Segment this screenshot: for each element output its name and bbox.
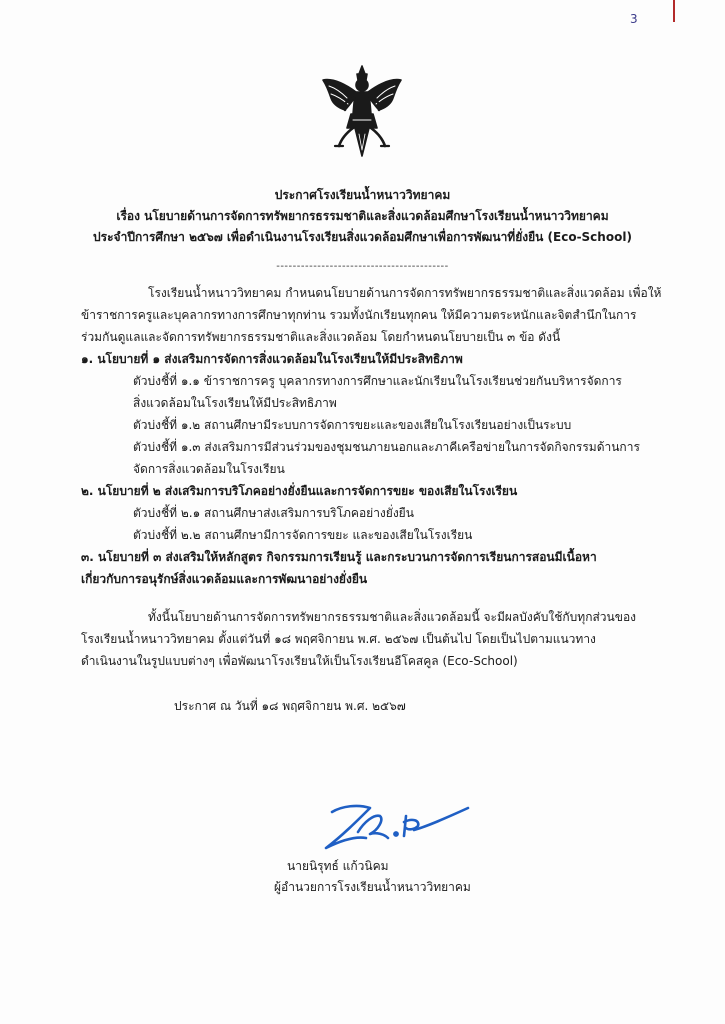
policy-1-indicator-3-cont: จัดการสิ่งแวดล้อมในโรงเรียน: [133, 462, 285, 476]
document-subtitle: ประจำปีการศึกษา ๒๕๖๗ เพื่อดำเนินงานโรงเรียนสิ่งแวดล้อมศึกษาเพื่อการพัฒนาที่ยั่งยืน (Eco-School): [93, 230, 632, 244]
policy-2-indicator-2: ตัวบ่งชี้ที่ ๒.๒ สถานศึกษามีการจัดการขยะ และของเสียในโรงเรียน: [133, 528, 473, 542]
garuda-emblem-icon: [321, 64, 403, 158]
edge-mark: [673, 0, 675, 22]
intro-line-1: โรงเรียนน้ำหนาววิทยาคม กำหนดนโยบายด้านการจัดการทรัพยากรธรรมชาติและสิ่งแวดล้อม เพื่อให้: [148, 286, 662, 300]
policy-1-indicator-1: ตัวบ่งชี้ที่ ๑.๑ ข้าราชการครู บุคลากรทางการศึกษาและนักเรียนในโรงเรียนช่วยกันบริหารจัดการ: [133, 374, 622, 388]
policy-1-indicator-2: ตัวบ่งชี้ที่ ๑.๒ สถานศึกษามีระบบการจัดการขยะและของเสียในโรงเรียนอย่างเป็นระบบ: [133, 418, 572, 432]
signer-name: นายนิรุทธ์ แก้วนิคม: [287, 859, 389, 873]
policy-1-indicator-1-cont: สิ่งแวดล้อมในโรงเรียนให้มีประสิทธิภาพ: [133, 396, 337, 410]
handwritten-signature-icon: [318, 792, 478, 856]
document-title: ประกาศโรงเรียนน้ำหนาววิทยาคม: [274, 188, 451, 202]
document-subject: เรื่อง นโยบายด้านการจัดการทรัพยากรธรรมชาติและสิ่งแวดล้อมศึกษาโรงเรียนน้ำหนาววิทยาคม: [116, 209, 609, 223]
policy-3-heading: ๓. นโยบายที่ ๓ ส่งเสริมให้หลักสูตร กิจกรรมการเรียนรู้ และกระบวนการจัดการเรียนการสอนมีเนื้อหา: [81, 550, 597, 564]
separator-line: ------------------------------------------: [276, 261, 449, 272]
page-corner-mark: 3: [630, 12, 638, 26]
closing-line-1: ทั้งนี้นโยบายด้านการจัดการทรัพยากรธรรมชาติและสิ่งแวดล้อมนี้ จะมีผลบังคับใช้กับทุกส่วนของ: [148, 610, 637, 624]
intro-line-2: ข้าราชการครูและบุคลากรทางการศึกษาทุกท่าน รวมทั้งนักเรียนทุกคน ให้มีความตระหนักและจิตสำนึกในการ: [81, 308, 637, 322]
policy-3-heading-cont: เกี่ยวกับการอนุรักษ์สิ่งแวดล้อมและการพัฒนาอย่างยั่งยืน: [81, 572, 368, 586]
policy-2-indicator-1: ตัวบ่งชี้ที่ ๒.๑ สถานศึกษาส่งเสริมการบริโภคอย่างยั่งยืน: [133, 506, 414, 520]
intro-line-3: ร่วมกันดูแลและจัดการทรัพยากรธรรมชาติและสิ่งแวดล้อม โดยกำหนดนโยบายเป็น ๓ ข้อ ดังนี้: [81, 330, 561, 344]
announce-date: ประกาศ ณ วันที่ ๑๘ พฤศจิกายน พ.ศ. ๒๕๖๗: [174, 699, 406, 713]
signer-position: ผู้อำนวยการโรงเรียนน้ำหนาววิทยาคม: [274, 880, 471, 894]
policy-2-heading: ๒. นโยบายที่ ๒ ส่งเสริมการบริโภคอย่างยั่งยืนและการจัดการขยะ ของเสียในโรงเรียน: [81, 484, 518, 498]
policy-1-heading: ๑. นโยบายที่ ๑ ส่งเสริมการจัดการสิ่งแวดล้อมในโรงเรียนให้มีประสิทธิภาพ: [81, 352, 463, 366]
policy-1-indicator-3: ตัวบ่งชี้ที่ ๑.๓ ส่งเสริมการมีส่วนร่วมของชุมชนภายนอกและภาคีเครือข่ายในการจัดกิจกรรมด้านการ: [133, 440, 640, 454]
closing-line-3: ดำเนินงานในรูปแบบต่างๆ เพื่อพัฒนาโรงเรียนให้เป็นโรงเรียนอีโคสคูล (Eco-School): [81, 654, 518, 668]
closing-line-2: โรงเรียนน้ำหนาววิทยาคม ตั้งแต่วันที่ ๑๘ พฤศจิกายน พ.ศ. ๒๕๖๗ เป็นต้นไป โดยเป็นไปตามแนวทาง: [81, 632, 596, 646]
